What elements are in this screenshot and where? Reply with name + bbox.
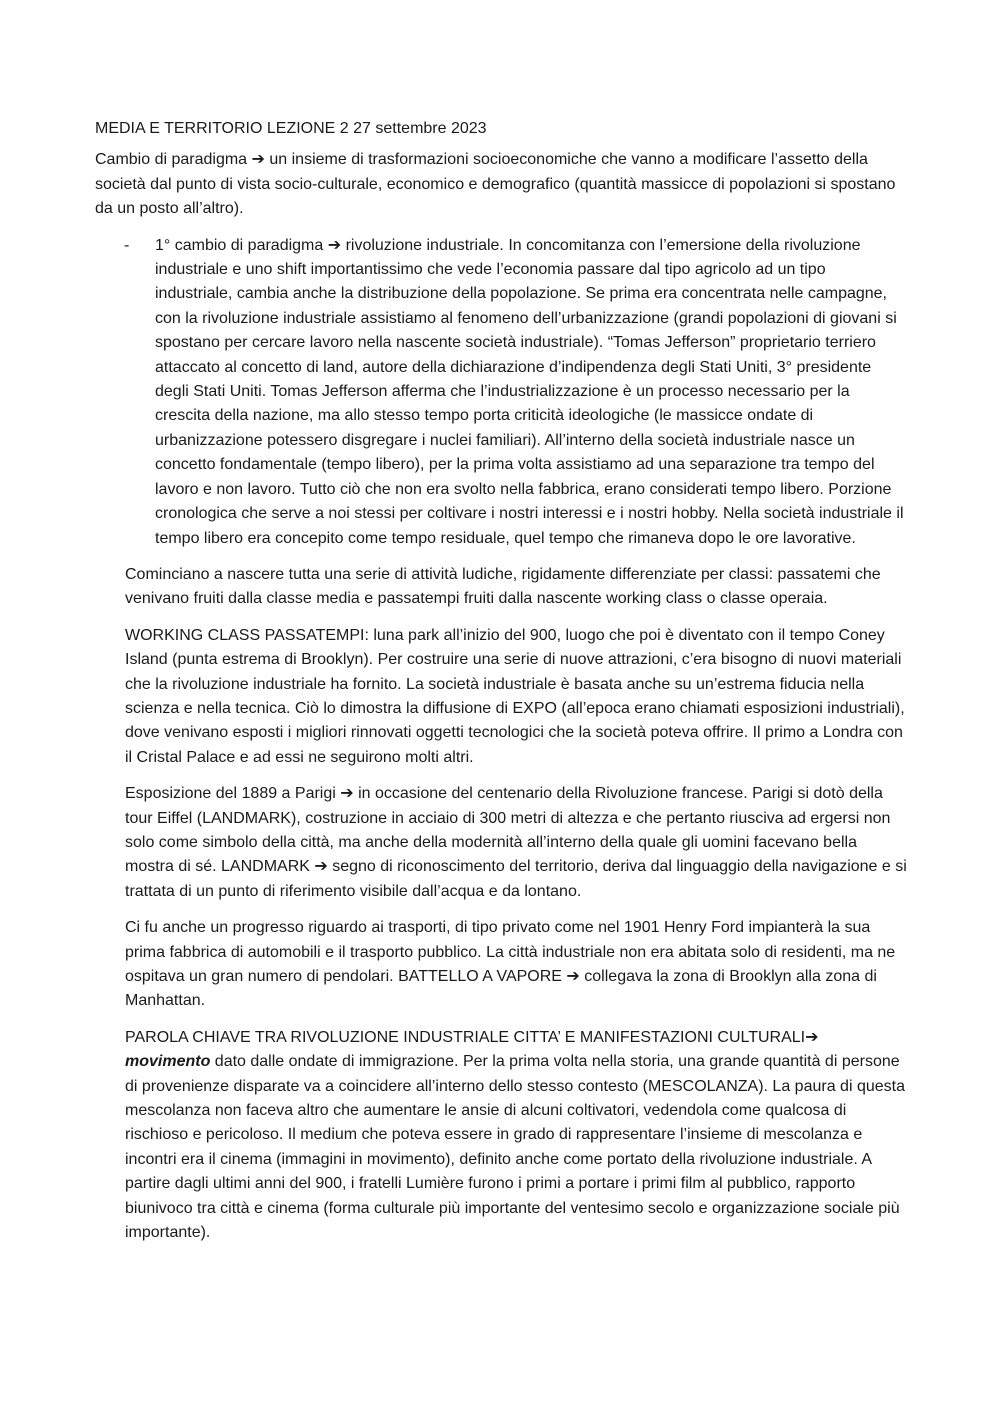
arrow-icon: ➔ [309,858,333,876]
paragraph-esposizione [125,782,907,904]
keyword-movimento: movimento [125,1053,211,1071]
arrow-icon: ➔ [323,236,346,254]
paragraph-working-class: WORKING CLASS PASSATEMPI: luna park all’inizio del 900, luogo che poi è diventato con il tempo Coney Island (punta estrema di Brooklyn). Per costruire una serie di nuove attrazioni, c’era bisogno di nuovi materiali che la rivoluzione industriale ha fornito. La società industriale è basata anche su un’estrema fiducia nella scienza e nella tecnica. Ciò lo dimostra la diffusione di EXPO (all’epoca erano chiamati esposizioni industriali), dove venivano esposti i migliori rinnovati oggetti tecnologici che la società poteva offrire. Il primo a Londra con il Cristal Palace e ad essi ne seguirono molti altri. [125,626,905,766]
document-title: MEDIA E TERRITORIO LEZIONE 2 27 settembre 2023 [95,120,487,137]
arrow-icon: ➔ [805,1028,819,1046]
arrow-icon: ➔ [561,968,585,985]
paragraph-parola-chiave [125,1026,907,1246]
bullet-term: 1° cambio di paradigma [155,236,324,254]
expo-text-2: segno di riconoscimento del territorio, deriva dal linguaggio della navigazione e si trattata di un punto di riferimento visibile dall’acqua e da lontano. [125,858,907,900]
expo-text-1: in occasione del centenario della Rivoluzione francese. Parigi si dotò della tour Eiffel (LANDMARK), costruzione in acciaio di 300 metri di altezza e che pertanto riusciva ad ergersi non solo come simbolo della città, ma anche della modernità all’interno della quale gli uomini facevano bella mostra di sé. LANDMARK [125,785,891,876]
arrow-icon: ➔ [247,151,270,169]
trasporti-text-1: Ci fu anche un progresso riguardo ai trasporti, di tipo privato come nel 1901 Henry Ford impianterà la sua prima fabbrica di automobili e il trasporto pubblico. La città industriale non era abitata solo di residenti, ma ne ospitava un gran numero di pendolari. BATTELLO A VAPORE [125,919,896,985]
document-page [95,117,907,1257]
parola-text-1: PAROLA CHIAVE TRA RIVOLUZIONE INDUSTRIALE CITTA’ E MANIFESTAZIONI CULTURALI [125,1028,806,1046]
expo-term: Esposizione del 1889 a Parigi [125,785,336,803]
intro-paragraph [95,148,907,221]
paragraph-attivita: Cominciano a nascere tutta una serie di attività ludiche, rigidamente differenziate per classi: passatemi che venivano fruiti dalla classe media e passatempi fruiti dalla nascente working class o classe operaia. [125,565,881,608]
intro-text: un insieme di trasformazioni socioeconomiche che vanno a modificare l’assetto della società dal punto di vista socio-culturale, economico e demografico (quantità massicce di popolazioni si spostano da un posto all’altro). [95,151,896,218]
paragraph-trasporti [125,916,907,1014]
bullet-marker: - [124,236,130,254]
bullet-item-industrial-revolution [124,234,907,551]
bullet-text: rivoluzione industriale. In concomitanza con l’emersione della rivoluzione industriale e uno shift importantissimo che vede l’economia passare dal tipo agricolo ad un tipo industriale, cambia anche la distribuzione della popolazione. Se prima era concentrata nelle campagne, con la rivoluzione industriale assistiamo al fenomeno dell’urbanizzazione (grandi popolazioni di giovani si spostano per cercare lavoro nella nascente società industriale). “Tomas Jefferson” proprietario terriero attaccato al concetto di land, autore della dichiarazione d’indipendenza degli Stati Uniti, 3° presidente degli Stati Uniti. Tomas Jefferson afferma che l’industrializzazione è un processo necessario per la crescita della nazione, ma allo stesso tempo porta criticità ideologiche (le massicce ondate di urbanizzazione potessero disgregare i nuclei familiari). All’interno della società industriale nasce un concetto fondamentale (tempo libero), per la prima volta assistiamo ad una separazione tra tempo del lavoro e non lavoro. Tutto ciò che non era svolto nella fabbrica, erano considerati tempo libero. Porzione cronologica che serve a noi stessi per coltivare i nostri interessi e i nostri hobby. Nella società industriale il tempo libero era concepito come tempo residuale, quel tempo che rimaneva dopo le ore lavorative. [155,236,904,547]
parola-text-2: dato dalle ondate di immigrazione. Per la prima volta nella storia, una grande quantità di persone di provenienze disparate va a coincidere all’interno dello stesso contesto (MESCOLANZA). La paura di questa mescolanza non faceva altro che aumentare le ansie di alcuni coltivatori, vedendola come qualcosa di rischioso e pericoloso. Il medium che poteva essere in grado di rappresentare l’insieme di mescolanza e incontri era il cinema (immagini in movimento), definito anche come portato della rivoluzione industriale. A partire dagli ultimi anni del 900, i fratelli Lumière furono i primi a portare i primi film al pubblico, rapporto biunivoco tra città e cinema (forma culturale più importante del ventesimo secolo e organizzazione sociale più importante). [125,1053,905,1242]
arrow-icon: ➔ [335,785,359,803]
trasporti-text-2: collegava la zona di Brooklyn alla zona di Manhattan. [125,968,877,1010]
intro-term: Cambio di paradigma [95,151,248,169]
